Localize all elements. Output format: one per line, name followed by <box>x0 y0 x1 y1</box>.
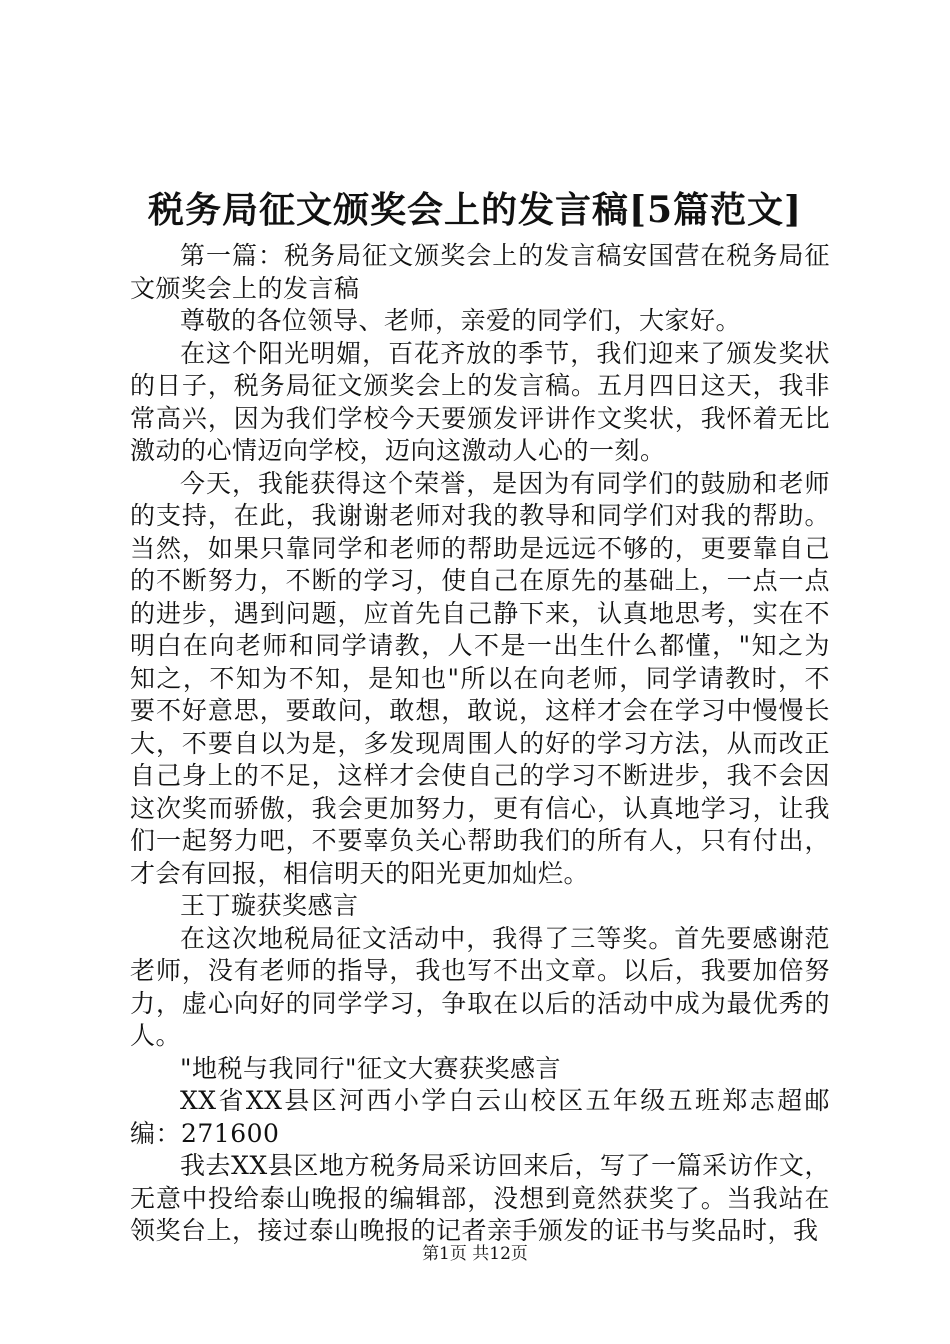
paragraph-honor: 今天，我能获得这个荣誉，是因为有同学们的鼓励和老师的支持，在此，我谢谢老师对我的教导和同学们对我的帮助。当然，如果只靠同学和老师的帮助是远远不够的，更要靠自己的不断努力，不断的学习，使自己在原先的基础上，一点一点的进步，遇到问题，应首先自己静下来，认真地思考，实在不明白在向老师和同学请教，人不是一出生什么都懂，"知之为知之，不知为不知，是知也"所以在向老师，同学请教时，不要不好意思，要敢问，敢想，敢说，这样才会在学习中慢慢长大，不要自以为是，多发现周围人的好的学习方法，从而改正自己身上的不足，这样才会使自己的学习不断进步，我不会因这次奖而骄傲，我会更加努力，更有信心，认真地学习，让我们一起努力吧，不要辜负关心帮助我们的所有人，只有付出，才会有回报，相信明天的阳光更加灿烂。 <box>130 468 830 888</box>
paragraph-third-prize: 在这次地税局征文活动中，我得了三等奖。首先要感谢范老师，没有老师的指导，我也写不出文章。以后，我要加倍努力，虚心向好的同学学习，争取在以后的活动中成为最优秀的人。 <box>130 923 830 1050</box>
paragraph-intro: 第一篇：税务局征文颁奖会上的发言稿安国营在税务局征文颁奖会上的发言稿 <box>130 241 830 303</box>
paragraph-season: 在这个阳光明媚，百花齐放的季节，我们迎来了颁发奖状的日子，税务局征文颁奖会上的发言稿。五月四日这天，我非常高兴，因为我们学校今天要颁发评讲作文奖状，我怀着无比激动的心情迈向学校，迈向这激动人心的一刻。 <box>130 338 830 465</box>
page-footer: 第1页 共12页 <box>422 1244 528 1264</box>
paragraph-author-info: XX省XX县区河西小学白云山校区五年级五班郑志超邮编：271600 <box>130 1086 830 1148</box>
paragraph-interview: 我去XX县区地方税务局采访回来后，写了一篇采访作文，无意中投给泰山晚报的编辑部，没想到竟然获奖了。当我站在领奖台上，接过泰山晚报的记者亲手颁发的证书与奖品时，我 <box>130 1151 830 1245</box>
paragraph-greeting: 尊敬的各位领导、老师，亲爱的同学们，大家好。 <box>180 306 742 335</box>
paragraph-heading-wang: 王丁璇获奖感言 <box>180 891 359 920</box>
document-body <box>130 240 830 1248</box>
document-title: 税务局征文颁奖会上的发言稿[5篇范文] <box>147 189 803 231</box>
paragraph-heading-contest: "地税与我同行"征文大赛获奖感言 <box>180 1053 561 1083</box>
